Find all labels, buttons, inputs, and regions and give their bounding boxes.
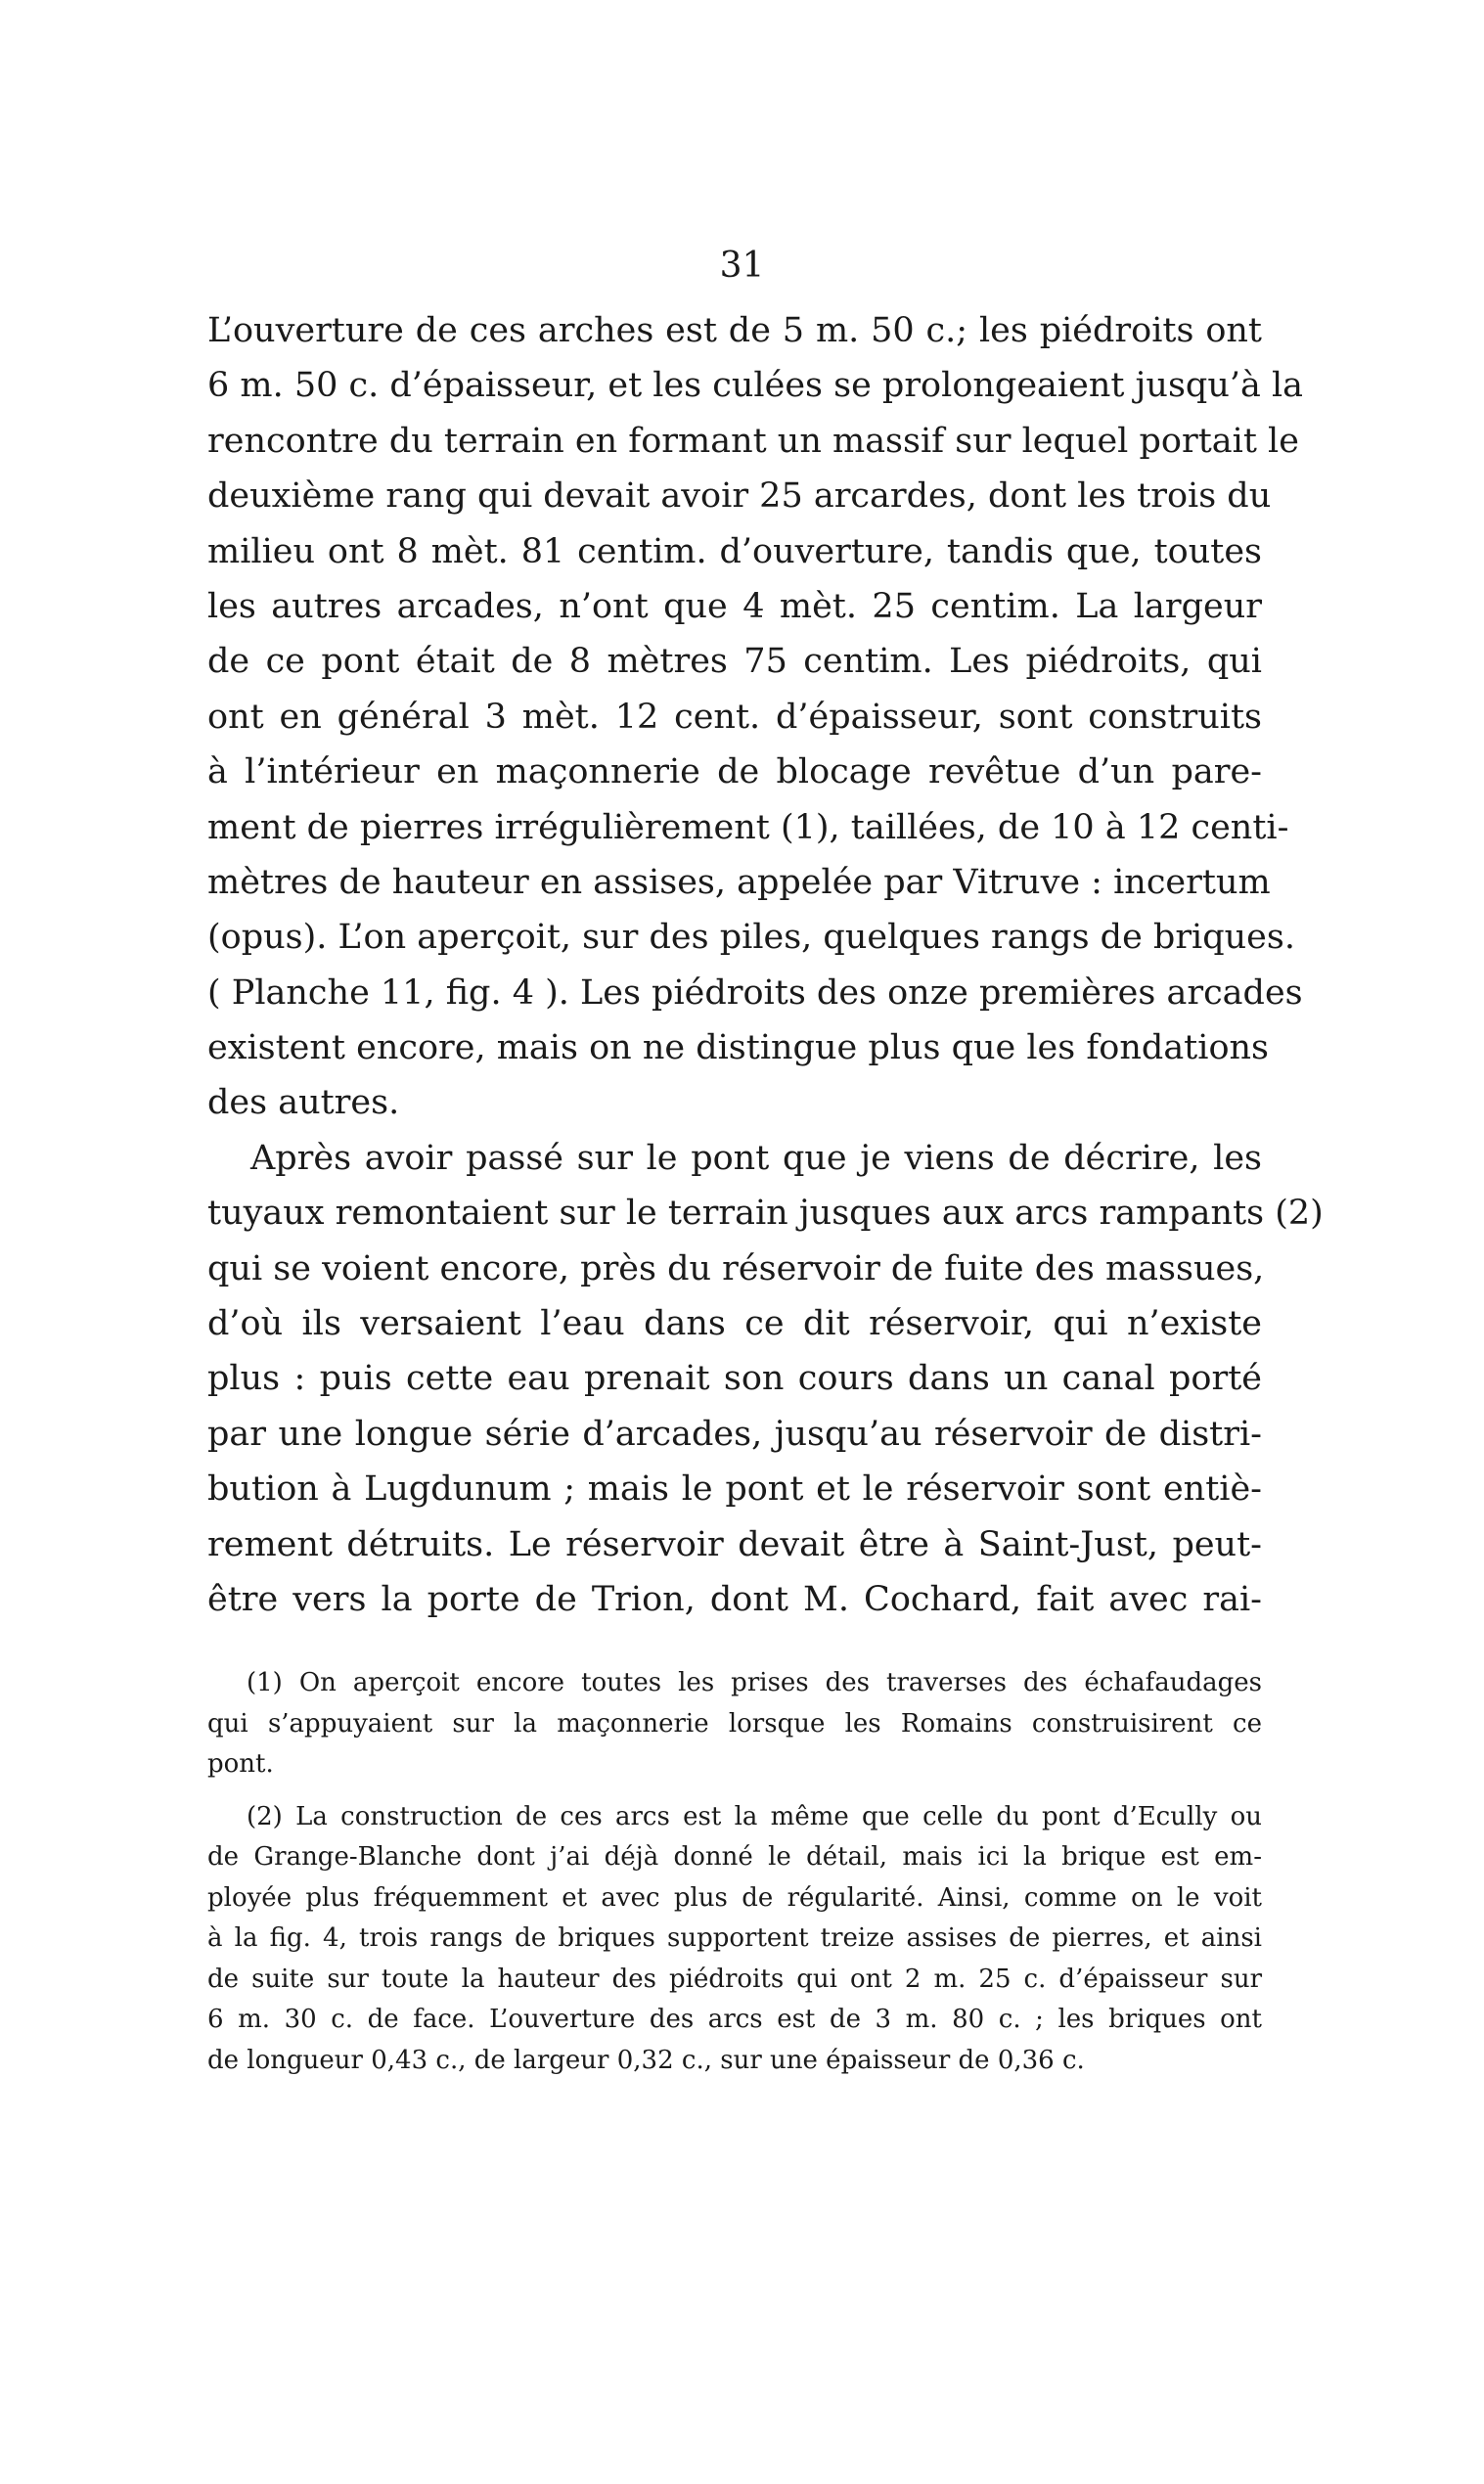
body-line: deuxième rang qui devait avoir 25 arcardes, dont les trois du: [207, 476, 1272, 517]
footnote-line: qui s’appuyaient sur la maçonnerie lorsque les Romains construisirent ce: [207, 1708, 1262, 1739]
body-line: milieu ont 8 mèt. 81 centim. d’ouverture, tandis que, toutes: [207, 531, 1262, 571]
footnote-2: [207, 1797, 1262, 2082]
body-line: les autres arcades, n’ont que 4 mèt. 25 centim. La largeur: [207, 586, 1262, 626]
footnote-line: pont.: [207, 1749, 274, 1779]
body-line: bution à Lugdunum ; mais le pont et le réservoir sont entiè-: [207, 1469, 1262, 1510]
footnote-line: ployée plus fréquemment et avec plus de régularité. Ainsi, comme on le voit: [207, 1882, 1262, 1913]
footnotes: [207, 1663, 1262, 2081]
body-line: tuyaux remontaient sur le terrain jusques aux arcs rampants (2): [207, 1194, 1324, 1234]
footnote-line: de Grange-Blanche dont j’ai déjà donné le détail, mais ici la brique est em-: [207, 1842, 1262, 1872]
body-line: par une longue série d’arcades, jusqu’au réservoir de distri-: [207, 1414, 1262, 1454]
body-line: plus : puis cette eau prenait son cours dans un canal porté: [207, 1359, 1262, 1399]
body-line: être vers la porte de Trion, dont M. Cochard, fait avec rai-: [207, 1579, 1262, 1619]
body-line: (opus). L’on aperçoit, sur des piles, quelques rangs de briques.: [207, 918, 1295, 958]
footnote-line: (2) La construction de ces arcs est la même que celle du pont d’Ecully ou: [247, 1801, 1262, 1831]
body-line: de ce pont était de 8 mètres 75 centim. Les piédroits, qui: [207, 642, 1262, 682]
footnote-line: 6 m. 30 c. de face. L’ouverture des arcs est de 3 m. 80 c. ; les briques ont: [207, 2005, 1262, 2034]
body-line: rement détruits. Le réservoir devait être à Saint-Just, peut-: [207, 1524, 1262, 1564]
body-line: des autres.: [207, 1083, 400, 1123]
body-line: 6 m. 50 c. d’épaisseur, et les culées se prolongeaient jusqu’à la: [207, 366, 1304, 406]
body-text: [207, 303, 1324, 1627]
body-line: à l’intérieur en maçonnerie de blocage revêtue d’un pare-: [207, 752, 1262, 792]
footnote-line: de suite sur toute la hauteur des piédroits qui ont 2 m. 25 c. d’épaisseur sur: [207, 1964, 1262, 1994]
page-number: 31: [719, 246, 765, 286]
body-line: ont en général 3 mèt. 12 cent. d’épaisseur, sont construits: [207, 697, 1262, 737]
body-line: mètres de hauteur en assises, appelée par Vitruve : incertum: [207, 862, 1271, 902]
footnote-line: à la fig. 4, trois rangs de briques supportent treize assises de pierres, et ainsi: [207, 1923, 1262, 1953]
footnote-1: [207, 1663, 1262, 1785]
body-line: ( Planche 11, fig. 4 ). Les piédroits des onze premières arcades: [207, 972, 1303, 1013]
body-line: qui se voient encore, près du réservoir de fuite des massues,: [207, 1248, 1265, 1288]
body-line: ment de pierres irrégulièrement (1), taillées, de 10 à 12 centi-: [207, 807, 1289, 847]
body-line: L’ouverture de ces arches est de 5 m. 50 c.; les piédroits ont: [207, 311, 1262, 350]
footnote-line: de longueur 0,43 c., de largeur 0,32 c., sur une épaisseur de 0,36 c.: [207, 2045, 1085, 2075]
body-line: Après avoir passé sur le pont que je viens de décrire, les: [250, 1138, 1262, 1178]
body-line: rencontre du terrain en formant un massif sur lequel portait le: [207, 421, 1299, 461]
body-line: d’où ils versaient l’eau dans ce dit réservoir, qui n’existe: [207, 1304, 1262, 1344]
body-line: existent encore, mais on ne distingue plus que les fondations: [207, 1028, 1270, 1068]
footnote-line: (1) On aperçoit encore toutes les prises des traverses des échafaudages: [247, 1668, 1262, 1697]
